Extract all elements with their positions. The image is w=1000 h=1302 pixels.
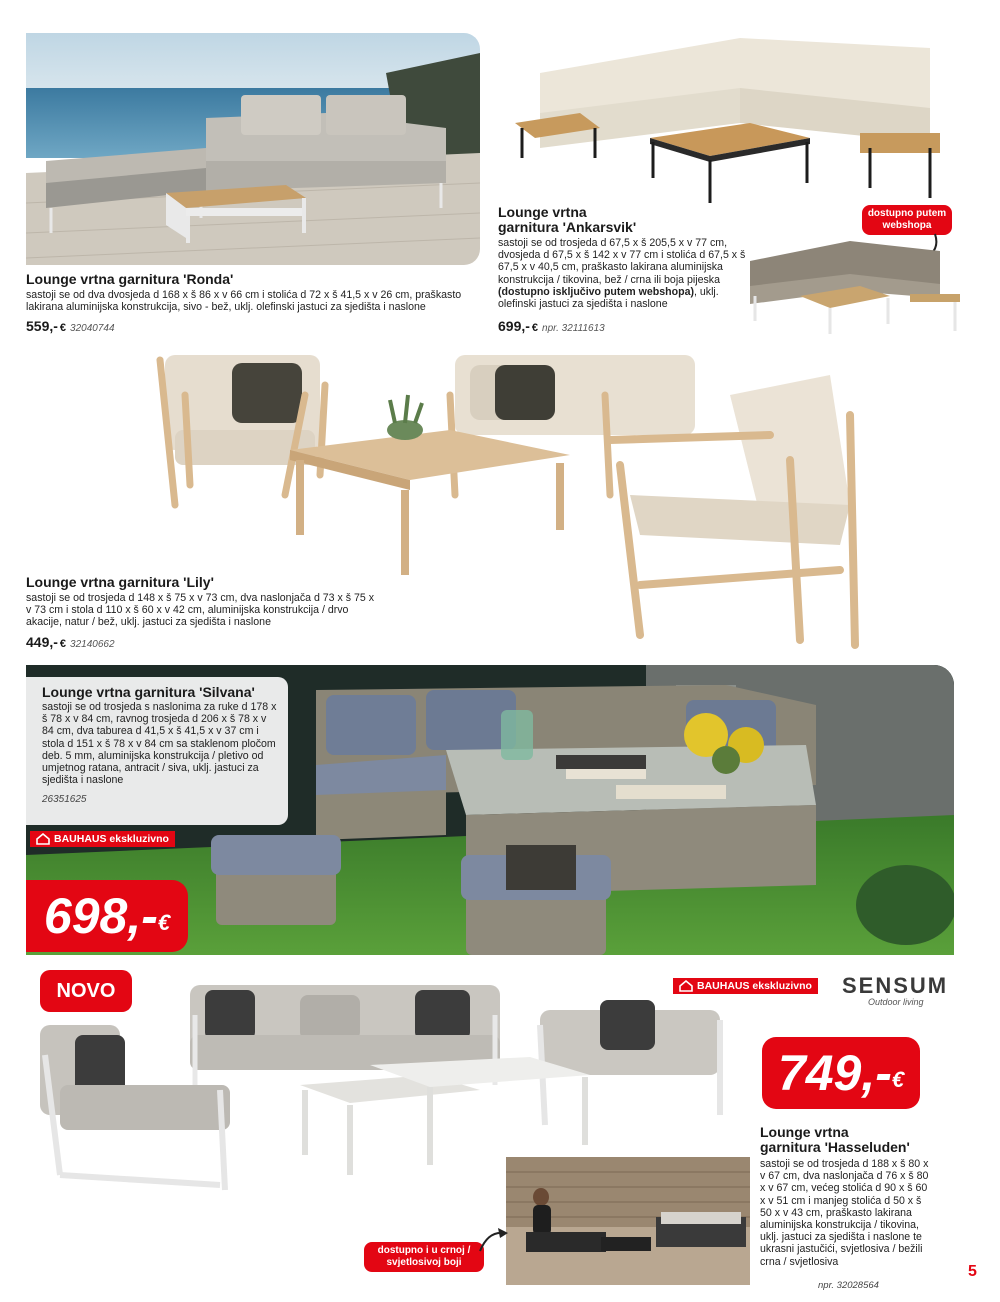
silvana-exclusive-label: BAUHAUS ekskluzivno	[54, 833, 169, 845]
hasseluden-new-label: NOVO	[56, 979, 116, 1002]
hasseluden-title-line1: Lounge vrtna	[760, 1124, 849, 1140]
ronda-photo	[26, 33, 480, 265]
ankarsvik-variant-photo	[740, 236, 970, 336]
hasseluden-price: 749,-	[777, 1045, 892, 1101]
ankarsvik-desc-webshop: (dostupno isključivo putem webshopa)	[498, 285, 694, 298]
sensum-tagline: Outdoor living	[868, 997, 924, 1007]
lily-price-row	[26, 634, 115, 653]
lily-description: sastoji se od trosjeda d 148 x š 75 x v 73 cm, dva naslonjača d 73 x š 75 x v 73 cm i stola d 110 x š 60 x v 42 cm, aluminijska konstrukcija / drvo akacije, natur / bež, uklj. jastuci za sjedišta i naslone	[26, 592, 375, 629]
arrow-right-icon	[478, 1225, 512, 1255]
ankarsvik-title-line2: garnitura 'Ankarsvik'	[498, 219, 637, 235]
ronda-description: sastoji se od dva dvosjeda d 168 x š 86 x v 66 cm i stolića d 72 x š 41,5 x v 26 cm, praškasto lakirana aluminijska konstrukcija, sivo - bež, uklj. olefinski jastuci za sjedišta i naslone	[26, 289, 462, 314]
ankarsvik-photo	[510, 28, 950, 203]
silvana-code: 26351625	[42, 794, 87, 805]
hasseluden-code: npr. 32028564	[818, 1280, 879, 1291]
sensum-logo	[842, 973, 948, 1007]
ankarsvik-title	[498, 205, 728, 235]
lily-code: 32140662	[70, 639, 115, 650]
hasseluden-exclusive-label: BAUHAUS ekskluzivno	[697, 980, 812, 992]
page-number: 5	[968, 1263, 977, 1280]
silvana-price: 698,-	[43, 888, 158, 944]
ankarsvik-desc-end: , uklj. olefinski jastuci za sjedišta i naslone	[498, 285, 719, 311]
hasseluden-color-badge: dostupno i u crnoj / svjetlosivoj boji	[364, 1242, 484, 1272]
ankarsvik-price: 699,-	[498, 318, 530, 334]
ronda-price-row	[26, 318, 115, 337]
ronda-price: 559,-	[26, 318, 58, 334]
ankarsvik-price-row	[498, 318, 605, 337]
hasseluden-title-line2: garnitura 'Hasseluden'	[760, 1139, 910, 1155]
ronda-code: 32040744	[70, 323, 115, 334]
ankarsvik-desc-main: sastoji se od trosjeda d 67,5 x š 205,5 x v 77 cm, dvosjeda d 67,5 x š 142 x v 77 cm i stolića d 67,5 x š 67,5 x v 40,5 cm, praškasto lakirana aluminijska konstrukcija / tikovina, bež / crna ili boja pijeska	[498, 237, 746, 286]
hasseluden-currency: €	[891, 1067, 905, 1092]
silvana-description: sastoji se od trosjeda s naslonima za ruke d 178 x š 78 x v 84 cm, ravnog trosjeda d 206 x š 78 x v 84 cm, dva taburea d 41,5 x š 41,5 x v 37 cm i stola d 151 x š 78 x v 84 cm sa staklenom pločom deb. 5 mm, aluminijska konstrukcija / pletivo od umjetnog ratana, antracit / siva, uklj. jastuci za sjedišta i naslone	[42, 701, 277, 787]
ankarsvik-webshop-badge: dostupno putem webshopa	[862, 205, 952, 235]
house-icon	[679, 980, 693, 992]
hasseluden-title	[760, 1125, 960, 1155]
hasseluden-description: sastoji se od trosjeda d 188 x š 80 x v 67 cm, dva naslonjača d 76 x š 80 x v 67 cm, većeg stolića d 90 x š 60 x v 51 cm i manjeg stolića d 50 x š 50 x v 43 cm, praškasto lakirana aluminijska konstrukcija / tikovina, uklj. jastuci za sjedišta i naslone te ukrasni jastučići, svjetlosiva / bežili crna / svjetlosiva	[760, 1158, 929, 1268]
ankarsvik-code: npr. 32111613	[542, 323, 605, 334]
lily-currency: €	[59, 638, 67, 650]
ronda-currency: €	[59, 322, 67, 334]
ronda-title: Lounge vrtna garnitura 'Ronda'	[26, 271, 234, 287]
silvana-exclusive-badge	[30, 831, 175, 847]
silvana-currency: €	[157, 910, 171, 935]
ankarsvik-currency: €	[531, 322, 539, 334]
lily-price: 449,-	[26, 634, 58, 650]
house-icon	[36, 833, 50, 845]
hasseluden-lifestyle-photo	[506, 1157, 750, 1285]
hasseluden-exclusive-badge	[673, 978, 818, 994]
silvana-price-badge	[26, 880, 188, 952]
ankarsvik-description	[498, 237, 758, 310]
ankarsvik-title-line1: Lounge vrtna	[498, 204, 587, 220]
hasseluden-price-badge	[762, 1037, 920, 1109]
sensum-brand: SENSUM	[842, 973, 949, 998]
lily-title: Lounge vrtna garnitura 'Lily'	[26, 574, 214, 590]
silvana-title: Lounge vrtna garnitura 'Silvana'	[42, 684, 255, 700]
